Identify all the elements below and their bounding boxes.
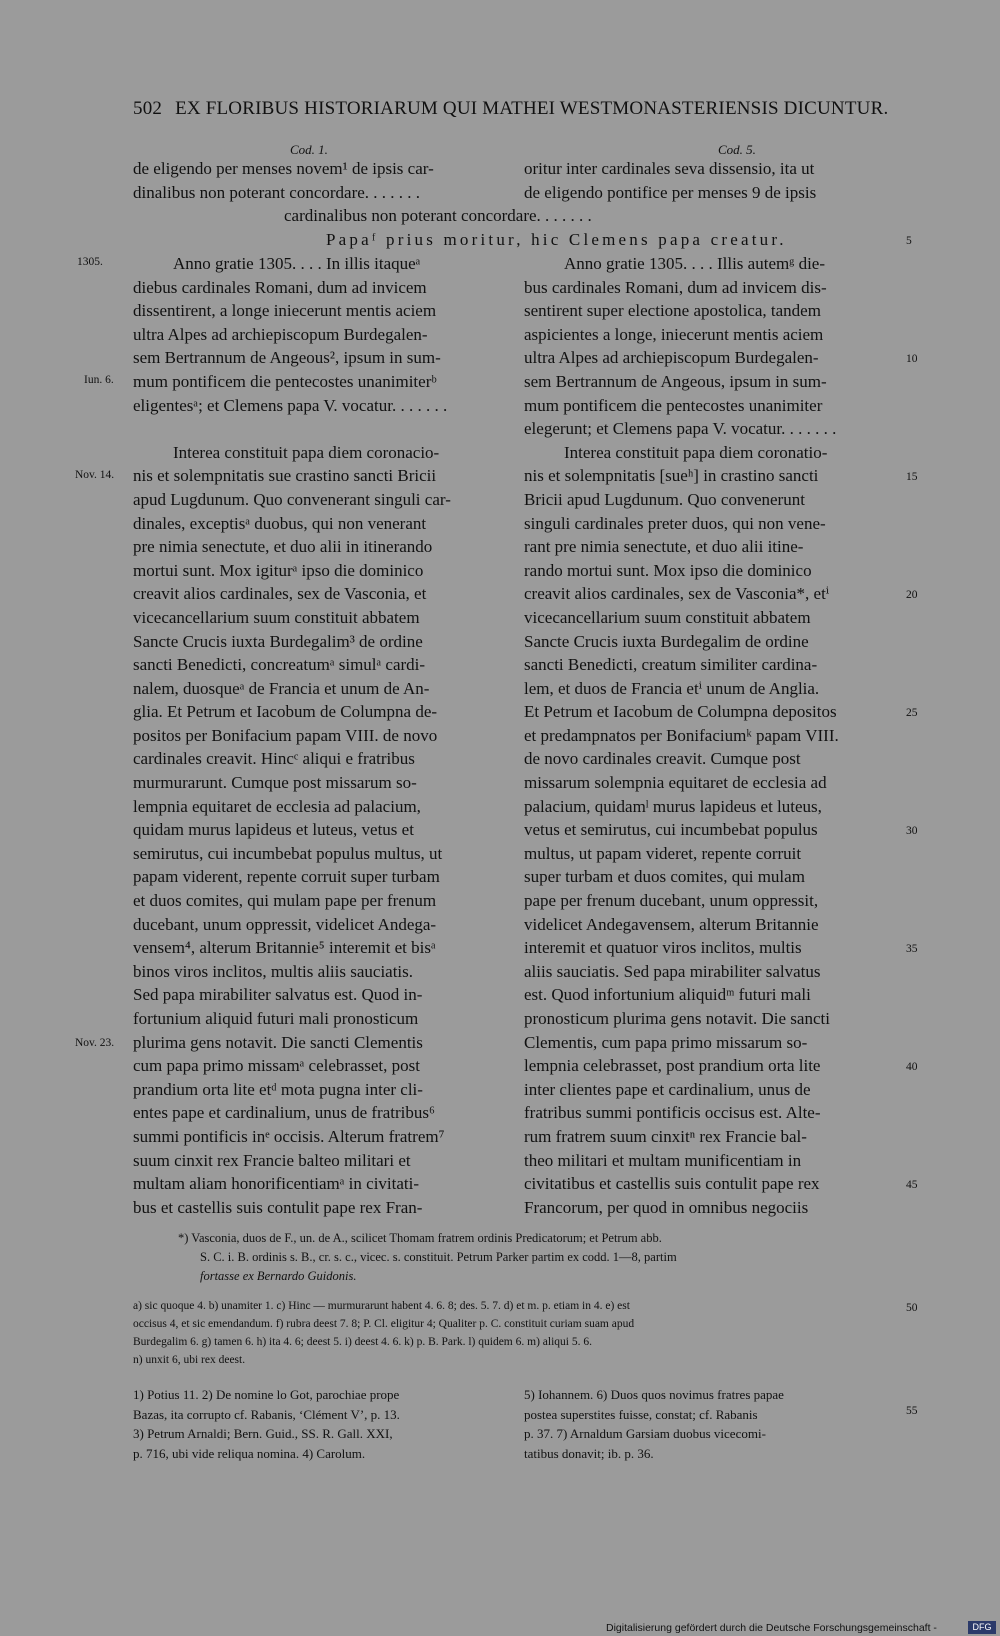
text-line: lempnia equitaret de ecclesia ad palacium, (133, 796, 421, 816)
footnotes-right (524, 1385, 899, 1463)
asterisk-note (178, 1229, 900, 1286)
margin-date: 1305. (77, 256, 103, 268)
footnote-line: tatibus donavit; ib. p. 36. (524, 1445, 654, 1461)
text-line: interemit et quatuor viros inclitos, multis (524, 938, 802, 958)
text-line: dissentirent, a longe iniecerunt mentis aciem (133, 301, 437, 321)
text-line: inter clientes pape et cardinalium, unus de (524, 1079, 811, 1099)
line-number: 25 (906, 707, 918, 719)
variant-readings (133, 1297, 903, 1369)
text-line: mum pontificem die pentecostes unanimiter (524, 395, 823, 415)
variant-line: n) unxit 6, ubi rex deest. (133, 1354, 246, 1366)
text-line: aliis sauciatis. Sed papa mirabiliter salvatus (524, 961, 821, 981)
line-number: 40 (906, 1061, 918, 1073)
text-line: binos viros inclitos, multis aliis sauciatis. (133, 961, 414, 981)
text-line: Clementis, cum papa primo missarum so- (524, 1032, 808, 1052)
text-line: multam aliam honorificentiamᵃ in civitati- (133, 1174, 420, 1194)
text-line: sentirent super electione apostolica, tandem (524, 301, 821, 321)
text-line: de eligendo per menses novem¹ de ipsis car- (133, 159, 434, 178)
text-line: Sancte Crucis iuxta Burdegalim³ de ordine (133, 631, 423, 651)
text-line: et duos comites, qui mulam pape per frenum (133, 891, 437, 911)
text-line: ultra Alpes ad archiepiscopum Burdegalen- (524, 348, 819, 368)
text-line: missarum solempnia equitaret de ecclesia ad (524, 773, 827, 793)
text-line: civitatibus et castellis suis contulit pape rex (524, 1174, 820, 1194)
footnote-line: p. 716, ubi vide reliqua nomina. 4) Carolum. (133, 1445, 366, 1461)
text-line: vicecancellarium suum constituit abbatem (524, 607, 811, 627)
text-line: papam viderent, repente corruit super turbam (133, 867, 440, 887)
funding-footer: Digitalisierung gefördert durch die Deutsche Forschungsgemeinschaft - (606, 1622, 937, 1634)
text-line: est. Quod infortunium aliquidᵐ futuri mali (524, 985, 811, 1005)
text-line: quidam murus lapideus et luteus, vetus et (133, 820, 414, 840)
left-column (133, 252, 508, 1219)
footnote-line: 5) Iohannem. 6) Duos quos novimus fratres papae (524, 1387, 784, 1402)
line-number: 55 (906, 1405, 918, 1417)
text-line: singuli cardinales preter duos, qui non vene- (524, 513, 826, 533)
text-line: fratribus summi pontificis occisus est. Alte- (524, 1103, 821, 1123)
text-line: Anno gratie 1305. . . . In illis itaqueᵃ (173, 254, 421, 273)
text-line: plurima gens notavit. Die sancti Clementis (133, 1032, 423, 1052)
text-line: videlicet Andegavensem, alterum Britannie (524, 914, 819, 934)
footnote-line: p. 37. 7) Arnaldum Garsiam duobus vicecomi- (524, 1426, 766, 1441)
text-line: Sed papa mirabiliter salvatus est. Quod in- (133, 985, 423, 1005)
line-number: 45 (906, 1179, 918, 1191)
text-line: rando mortui sunt. Mox ipso die dominico (524, 560, 812, 580)
text-line: cum papa primo missamᵃ celebrasset, post (133, 1056, 420, 1076)
spanning-line: cardinalibus non poterant concordare. . . . . . . (284, 206, 592, 225)
text-line: rant pre nimia senectute, et duo alii itine- (524, 537, 804, 557)
line-number: 35 (906, 943, 918, 955)
text-line: apud Lugdunum. Quo convenerant singuli car- (133, 489, 451, 509)
text-line: sem Bertrannum de Angeous, ipsum in sum- (524, 371, 827, 391)
text-line: fortunium aliquid futuri mali pronosticum (133, 1009, 419, 1028)
text-line: elegerunt; et Clemens papa V. vocatur. . . . . . . (524, 419, 837, 439)
line-number: 5 (906, 235, 912, 247)
text-line: sem Bertrannum de Angeous², ipsum in sum- (133, 348, 441, 368)
text-line: lem, et duos de Francia etⁱ unum de Anglia. (524, 678, 820, 698)
text-line: Et Petrum et Iacobum de Columpna depositos (524, 702, 837, 722)
text-line: pronosticum plurima gens notavit. Die sancti (524, 1009, 830, 1028)
text-line: de eligendo pontifice per menses 9 de ipsis (524, 182, 817, 202)
text-line: positos per Bonifacium papam VIII. de novo (133, 725, 438, 745)
text-line: entes pape et cardinalium, unus de fratribus⁶ (133, 1103, 435, 1123)
footnote-line: 1) Potius 11. 2) De nomine lo Got, parochiae prope (133, 1387, 400, 1402)
text-line: Sancte Crucis iuxta Burdegalim de ordine (524, 631, 809, 651)
text-line: mortui sunt. Mox igiturᵃ ipso die dominico (133, 560, 424, 580)
text-line: mum pontificem die pentecostes unanimiterᵇ (133, 371, 437, 391)
text-line: et predampnatos per Bonifaciumᵏ papam VIII. (524, 725, 839, 745)
footnotes-left (133, 1385, 508, 1463)
text-line: diebus cardinales Romani, dum ad invicem (133, 277, 427, 297)
line-number: 30 (906, 825, 918, 837)
text-line: dinalibus non poterant concordare. . . . . . . (133, 182, 421, 202)
text-line: semirutus, cui incumbebat populus multus, ut (133, 843, 443, 863)
text-line (133, 417, 508, 441)
footnote-line: postea superstites fuisse, constat; cf. Rabanis (524, 1406, 758, 1422)
margin-date: Nov. 14. (75, 469, 115, 481)
text-line: ultra Alpes ad archiepiscopum Burdegalen- (133, 324, 428, 344)
line-number: 15 (906, 471, 918, 483)
margin-date: Iun. 6. (84, 374, 114, 386)
variant-line: a) sic quoque 4. b) unamiter 1. c) Hinc — murmurarunt habent 4. 6. 8; des. 5. 7. d) et m. p. etiam in 4. e) est (133, 1300, 630, 1312)
text-line: pre nimia senectute, et duo alii in itinerando (133, 537, 433, 557)
text-line: nis et solempnitatis sue crastino sancti Bricii (133, 466, 437, 486)
text-line: cardinales creavit. Hincᶜ aliqui e fratribus (133, 749, 415, 769)
note-line: S. C. i. B. ordinis s. B., cr. s. c., vicec. s. constituit. Petrum Parker partim ex codd. 1—8, partim (200, 1250, 677, 1264)
note-line: *) Vasconia, duos de F., un. de A., scilicet Thomam fratrem ordinis Predicatorum; et Petrum abb. (178, 1231, 662, 1245)
text-line: creavit alios cardinales, sex de Vasconia*, etⁱ (524, 584, 830, 604)
text-line: multus, ut papam videret, repente corruit (524, 843, 802, 863)
text-line: suum cinxit rex Francie balteo militari et (133, 1150, 411, 1170)
rubric-line: Papaᶠ prius moritur, hic Clemens papa creatur. (326, 230, 787, 249)
text-line: rum fratrem suum cinxitⁿ rex Francie bal- (524, 1126, 807, 1146)
text-line: eligentesᵃ; et Clemens papa V. vocatur. . . . . . . (133, 395, 448, 415)
text-line: lempnia celebrasset, post prandium orta lite (524, 1056, 821, 1076)
text-line: theo militari et multam munificentiam in (524, 1150, 802, 1170)
text-line: nalem, duosqueᵃ de Francia et unum de An- (133, 678, 430, 698)
text-line: ducebant, unum oppressit, videlicet Andega- (133, 914, 437, 934)
margin-date: Nov. 23. (75, 1037, 115, 1049)
text-line: Anno gratie 1305. . . . Illis autemᵍ die- (564, 254, 826, 273)
footnote-line: Bazas, ita corrupto cf. Rabanis, ‘Clément V’, p. 13. (133, 1406, 400, 1422)
text-line: summi pontificis inᵉ occisis. Alterum fratrem⁷ (133, 1126, 445, 1146)
text-line: bus et castellis suis contulit pape rex Fran- (133, 1197, 423, 1217)
codex-label-left: Cod. 1. (290, 142, 328, 157)
right-column-top (524, 157, 899, 204)
text-line: pape per frenum ducebant, unum oppressit, (524, 891, 819, 911)
text-line: sancti Benedicti, concreatumᵃ simulᵃ cardi- (133, 655, 426, 675)
text-line: vensem⁴, alterum Britannie⁵ interemit et bisᵃ (133, 938, 436, 958)
page-number: 502 (133, 98, 163, 119)
footnote-line: 3) Petrum Arnaldi; Bern. Guid., SS. R. Gall. XXI, (133, 1426, 393, 1441)
line-number: 50 (906, 1302, 918, 1314)
text-line: aspicientes a longe, iniecerunt mentis aciem (524, 324, 824, 344)
text-line: Bricii apud Lugdunum. Quo convenerunt (524, 489, 805, 509)
dfg-logo: DFG (968, 1621, 996, 1634)
running-header (133, 98, 903, 120)
text-line: glia. Et Petrum et Iacobum de Columpna de- (133, 702, 438, 722)
text-line: Interea constituit papa diem coronatio- (564, 442, 828, 462)
text-line: prandium orta lite etᵈ mota pugna inter cli- (133, 1079, 423, 1099)
text-line: creavit alios cardinales, sex de Vasconia, et (133, 584, 427, 604)
text-line: murmurarunt. Cumque post missarum so- (133, 773, 417, 793)
page-title: EX FLORIBUS HISTORIARUM QUI MATHEI WESTMONASTERIENSIS DICUNTUR. (175, 98, 889, 119)
text-line: palacium, quidamˡ murus lapideus et luteus, (524, 796, 822, 816)
text-line: dinales, exceptisᵃ duobus, qui non venerant (133, 513, 427, 533)
text-line: Interea constituit papa diem coronacio- (173, 442, 440, 462)
line-number: 10 (906, 353, 918, 365)
text-line: Francorum, per quod in omnibus negociis (524, 1197, 809, 1217)
line-number: 20 (906, 589, 918, 601)
right-column (524, 252, 899, 1219)
text-line: bus cardinales Romani, dum ad invicem dis- (524, 277, 827, 297)
note-line: fortasse ex Bernardo Guidonis. (200, 1269, 357, 1283)
codex-label-right: Cod. 5. (718, 142, 756, 157)
variant-line: occisus 4, et sic emendandum. f) rubra deest 7. 8; P. Cl. eligitur 4; Qualiter p. C. constituit curiam suam apud (133, 1318, 635, 1330)
variant-line: Burdegalim 6. g) tamen 6. h) ita 4. 6; deest 5. i) deest 4. 6. k) p. B. Park. l) quidem 6. m) aliqui 5. 6. (133, 1336, 592, 1348)
text-line: vicecancellarium suum constituit abbatem (133, 607, 420, 627)
text-line: sancti Benedicti, creatum similiter cardina- (524, 655, 818, 675)
text-line: oritur inter cardinales seva dissensio, ita ut (524, 159, 815, 178)
text-line: vetus et semirutus, cui incumbebat populus (524, 820, 818, 840)
text-line: super turbam et duos comites, qui mulam (524, 867, 805, 887)
text-line: nis et solempnitatis [sueʰ] in crastino sancti (524, 466, 819, 486)
left-column-top (133, 157, 508, 204)
text-line: de novo cardinales creavit. Cumque post (524, 749, 801, 769)
